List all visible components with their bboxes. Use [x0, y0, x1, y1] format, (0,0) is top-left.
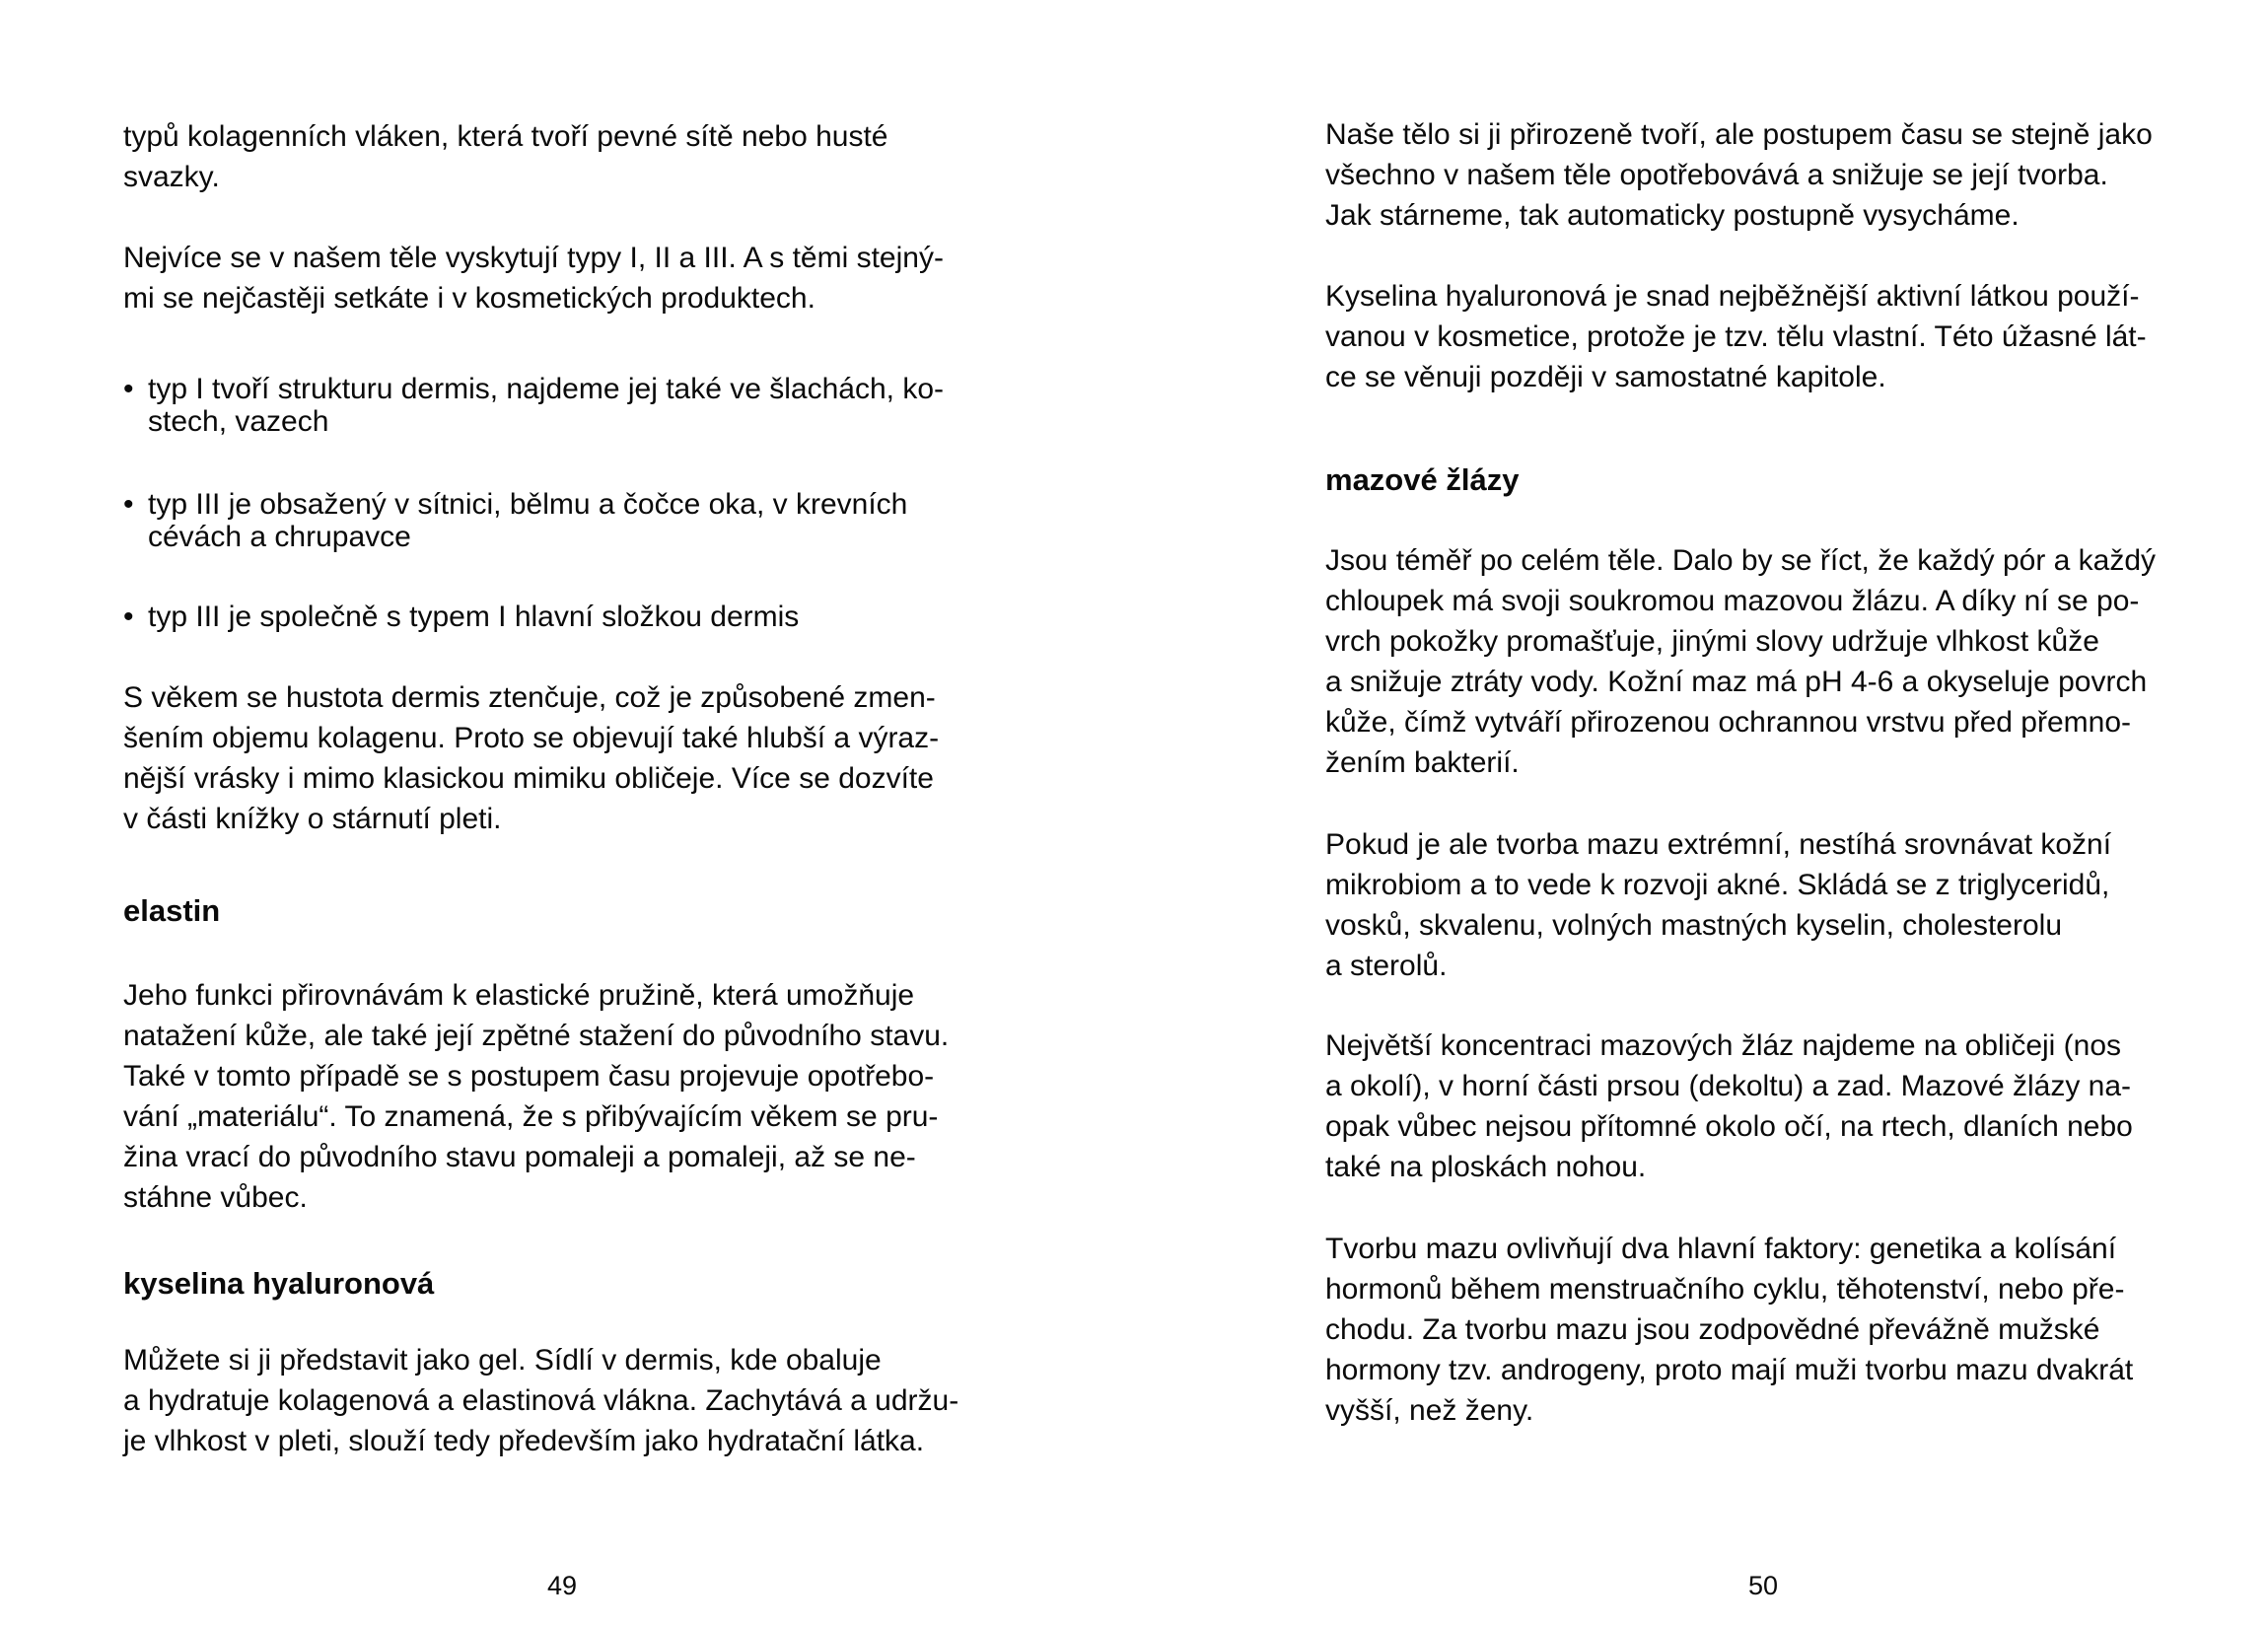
text-line: vanou v kosmetice, protože je tzv. tělu vlastní. Této úžasné lát- [1325, 320, 2147, 353]
text-line: šením objemu kolagenu. Proto se objevují také hlubší a výraz- [123, 722, 940, 754]
text-line: ce se věnuji později v samostatné kapitole. [1325, 361, 1886, 393]
text-line: Jak stárneme, tak automaticky postupně vysycháme. [1325, 199, 2020, 232]
page-number: 49 [546, 1571, 578, 1600]
text-line: Jeho funkci přirovnávám k elastické pružině, která umožňuje [123, 979, 915, 1012]
text-line: Můžete si ji představit jako gel. Sídlí v dermis, kde obaluje [123, 1344, 882, 1377]
text-line: a hydratuje kolagenová a elastinová vlákna. Zachytává a udržu- [123, 1384, 959, 1417]
text-line: všechno v našem těle opotřebovává a snižuje se její tvorba. [1325, 159, 2108, 191]
section-heading-sebaceous-glands: mazové žlázy [1325, 462, 1520, 497]
paragraph-sebum-factors [1325, 1229, 2133, 1431]
text-line: opak vůbec nejsou přítomné okolo očí, na rtech, dlaních nebo [1325, 1110, 2133, 1143]
text-line: svazky. [123, 161, 220, 193]
bullet-icon: • [123, 373, 134, 405]
paragraph-glands-concentration [1325, 1025, 2133, 1187]
paragraph-sebum-composition [1325, 824, 2111, 986]
text-line: vání „materiálu“. To znamená, že s přibývajícím věkem se pru- [123, 1100, 939, 1133]
section-heading-elastin: elastin [123, 893, 221, 928]
text-line: hormony tzv. androgeny, proto mají muži tvorbu mazu dvakrát [1325, 1354, 2134, 1386]
text-line: S věkem se hustota dermis ztenčuje, což je způsobené zmen- [123, 681, 936, 714]
text-line: Jsou téměř po celém těle. Dalo by se říct, že každý pór a každý [1325, 544, 2157, 577]
text-line: typ III je obsažený v sítnici, bělmu a čočce oka, v krevních [148, 488, 908, 521]
page-number: 50 [1747, 1571, 1779, 1600]
paragraph-hyaluronic-acid [123, 1340, 958, 1461]
paragraph-dermis-aging [123, 677, 939, 839]
text-line: chodu. Za tvorbu mazu jsou zodpovědné převážně mužské [1325, 1313, 2100, 1346]
text-line: typ III je společně s typem I hlavní složkou dermis [148, 601, 800, 633]
text-line: a sterolů. [1325, 950, 1448, 982]
text-line: mikrobiom a to vede k rozvoji akné. Skládá se z triglyceridů, [1325, 869, 2110, 901]
paragraph-hyaluronic-cosmetics [1325, 276, 2147, 397]
paragraph-glands-location [1325, 540, 2156, 783]
text-line: Pokud je ale tvorba mazu extrémní, nestíhá srovnávat kožní [1325, 828, 2112, 861]
paragraph-collagen-fibers [123, 116, 888, 197]
text-line: typů kolagenních vláken, která tvoří pevné sítě nebo husté [123, 120, 888, 153]
text-line: žením bakterií. [1325, 746, 1520, 779]
text-line: a okolí), v horní části prsou (dekoltu) a zad. Mazové žlázy na- [1325, 1070, 2132, 1102]
text-line: typ I tvoří strukturu dermis, najdeme jej také ve šlachách, ko- [148, 373, 944, 405]
text-line: hormonů během menstruačního cyklu, těhotenství, nebo pře- [1325, 1273, 2125, 1306]
text-line: žina vrací do původního stavu pomaleji a pomaleji, až se ne- [123, 1141, 916, 1173]
text-line: je vlhkost v pleti, slouží tedy především jako hydratační látka. [123, 1425, 925, 1457]
text-line: Nejvíce se v našem těle vyskytují typy I, II a III. A s těmi stejný- [123, 242, 944, 274]
text-line: vosků, skvalenu, volných mastných kyselin, cholesterolu [1325, 909, 2063, 942]
text-line: také na ploskách nohou. [1325, 1151, 1647, 1183]
right-page [1134, 0, 2268, 1625]
text-line: cévách a chrupavce [148, 521, 411, 553]
text-line: Tvorbu mazu ovlivňují dva hlavní faktory: genetika a kolísání [1325, 1233, 2117, 1265]
paragraph-collagen-types [123, 238, 944, 318]
text-line: kůže, čímž vytváří přirozenou ochrannou vrstvu před přemno- [1325, 706, 2132, 739]
text-line: v části knížky o stárnutí pleti. [123, 803, 502, 835]
text-line: Také v tomto případě se s postupem času projevuje opotřebo- [123, 1060, 935, 1093]
text-line: vyšší, než ženy. [1325, 1394, 1534, 1427]
text-line: a snižuje ztráty vody. Kožní maz má pH 4-6 a okyseluje povrch [1325, 666, 2148, 698]
paragraph-elastin [123, 975, 949, 1218]
text-line: stech, vazech [148, 405, 329, 438]
text-line: vrch pokožky promašťuje, jinými slovy udržuje vlhkost kůže [1325, 625, 2099, 658]
text-line: natažení kůže, ale také její zpětné stažení do původního stavu. [123, 1020, 950, 1052]
bullet-icon: • [123, 488, 134, 521]
text-line: chloupek má svoji soukromou mazovou žlázu. A díky ní se po- [1325, 585, 2140, 617]
text-line: Kyselina hyaluronová je snad nejběžnější aktivní látkou použí- [1325, 280, 2140, 313]
text-line: nější vrásky i mimo klasickou mimiku obličeje. Více se dozvíte [123, 762, 934, 795]
text-line: Naše tělo si ji přirozeně tvoří, ale postupem času se stejně jako [1325, 118, 2153, 151]
text-line: Největší koncentraci mazových žláz najdeme na obličeji (nos [1325, 1029, 2122, 1062]
bullet-icon: • [123, 601, 134, 633]
text-line: stáhne vůbec. [123, 1181, 308, 1214]
section-heading-hyaluronic-acid: kyselina hyaluronová [123, 1266, 435, 1301]
text-line: mi se nejčastěji setkáte i v kosmetických produktech. [123, 282, 815, 315]
paragraph-body-production [1325, 114, 2153, 236]
